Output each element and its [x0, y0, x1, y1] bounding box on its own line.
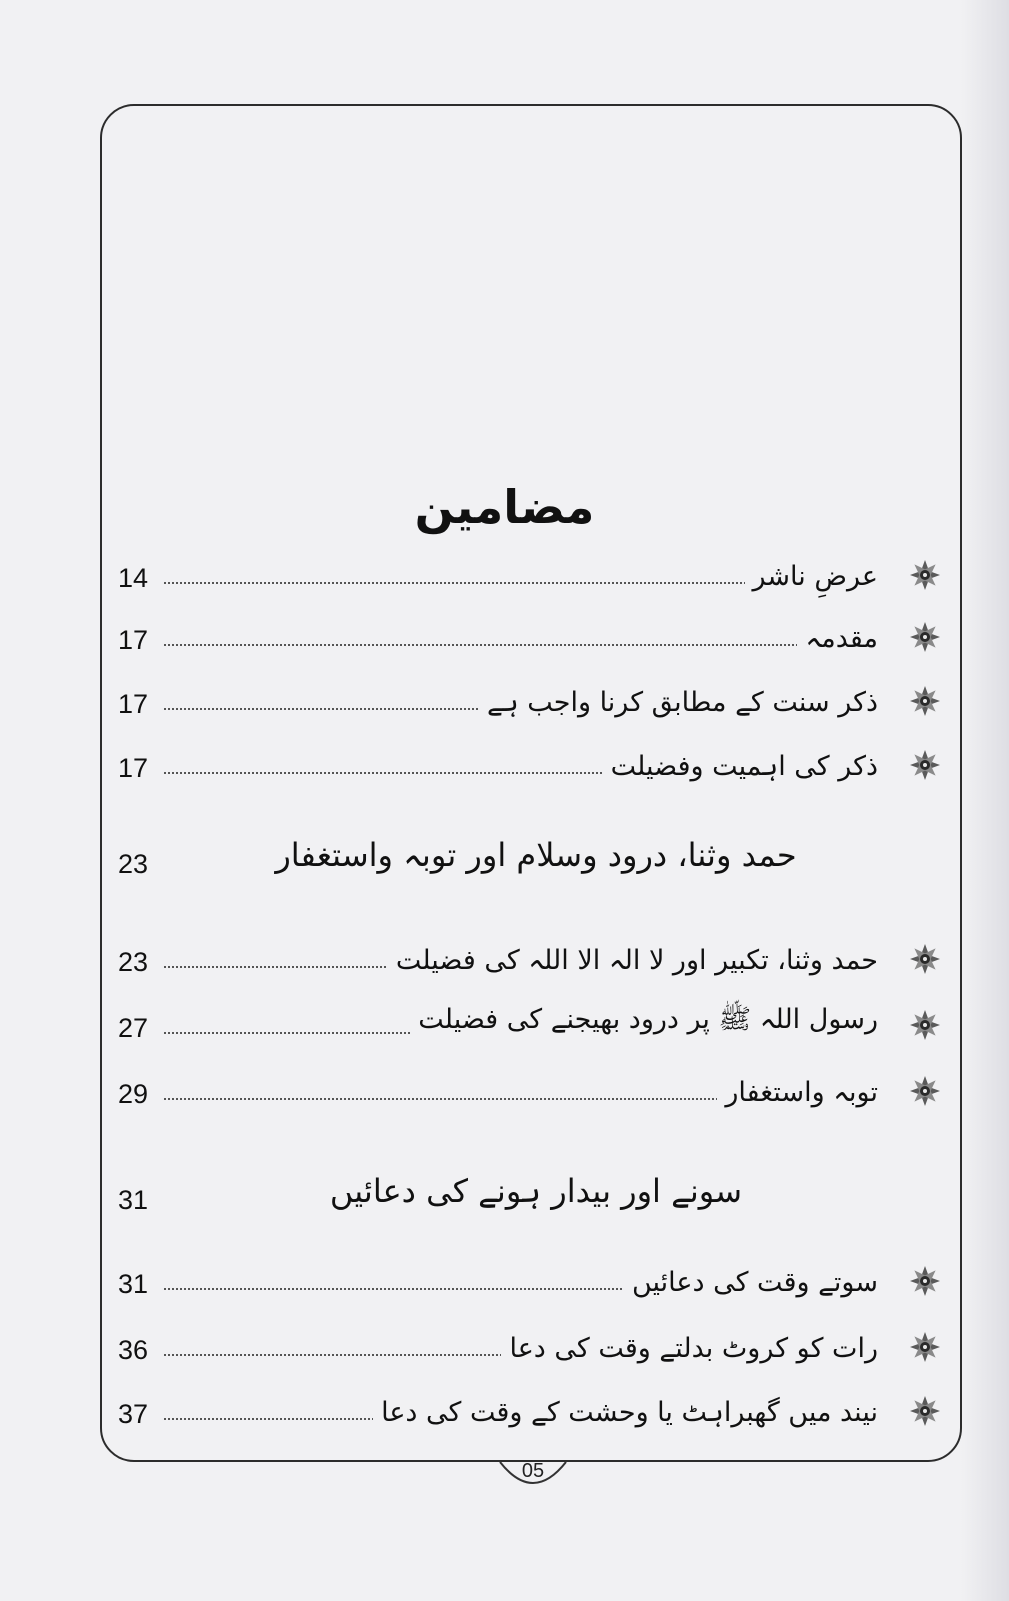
toc-entry[interactable]	[118, 736, 954, 788]
dot-leader	[164, 644, 854, 646]
toc-page-number: 17	[118, 753, 149, 783]
page-number-footer	[496, 1456, 570, 1500]
toc-page-number: 23	[118, 947, 149, 977]
toc-entry-title: سوتے وقت کی دعائیں	[624, 1267, 878, 1298]
star-ornament-icon	[908, 1264, 942, 1298]
toc-entry-title: توبہ واستغفار	[717, 1077, 878, 1108]
toc-entry-title: نیند میں گھبراہٹ یا وحشت کے وقت کی دعا	[373, 1397, 878, 1428]
toc-entry[interactable]	[118, 1062, 954, 1114]
page-title: مضامین	[414, 480, 595, 534]
star-ornament-icon	[908, 1394, 942, 1428]
section-page-number: 31	[118, 1185, 149, 1215]
toc-page-number: 31	[118, 1269, 149, 1299]
toc-entry[interactable]	[118, 672, 954, 724]
toc-entry[interactable]	[118, 1382, 954, 1434]
toc-entry-title: رسول اللہ ﷺ پر درود بھیجنے کی فضیلت	[410, 1002, 878, 1042]
toc-page-number: 29	[118, 1079, 149, 1109]
toc-entry[interactable]	[118, 608, 954, 660]
toc-entry[interactable]	[118, 996, 954, 1048]
section-page-number: 23	[118, 849, 149, 879]
section-title: حمد وثنا، درود وسلام اور توبہ واستغفار	[275, 836, 797, 874]
toc-entry-title: عرضِ ناشر	[745, 561, 879, 592]
toc-page-number: 36	[118, 1335, 149, 1365]
section-title: سونے اور بیدار ہونے کی دعائیں	[329, 1172, 743, 1210]
toc-entry-title: مقدمہ	[797, 623, 878, 654]
star-ornament-icon	[908, 558, 942, 592]
page-edge-shadow	[961, 0, 1009, 1601]
toc-entry[interactable]	[118, 1318, 954, 1370]
star-ornament-icon	[908, 1074, 942, 1108]
star-ornament-icon	[908, 942, 942, 976]
toc-entry[interactable]	[118, 546, 954, 598]
toc-page-number: 27	[118, 1013, 149, 1043]
toc-page-number: 14	[118, 563, 149, 593]
toc-page-number: 17	[118, 689, 149, 719]
toc-page-number: 17	[118, 625, 149, 655]
page-number: 05	[521, 1460, 545, 1482]
star-ornament-icon	[908, 1330, 942, 1364]
toc-entry-title: رات کو کروٹ بدلتے وقت کی دعا	[501, 1333, 878, 1364]
toc-entry-title: ذکر کی اہمیت وفضیلت	[603, 751, 878, 782]
star-ornament-icon	[908, 620, 942, 654]
toc-page-number: 37	[118, 1399, 149, 1429]
toc-entry[interactable]	[118, 930, 954, 982]
star-ornament-icon	[908, 684, 942, 718]
toc-entry[interactable]	[118, 1252, 954, 1304]
star-ornament-icon	[908, 1008, 942, 1042]
toc-entry-title: ذکر سنت کے مطابق کرنا واجب ہے	[479, 687, 878, 718]
toc-entry-title: حمد وثنا، تکبیر اور لا الہ الا اللہ کی فضیلت	[388, 945, 878, 976]
toc-section-heading[interactable]	[118, 1160, 954, 1220]
star-ornament-icon	[908, 748, 942, 782]
toc-section-heading[interactable]	[118, 824, 954, 884]
